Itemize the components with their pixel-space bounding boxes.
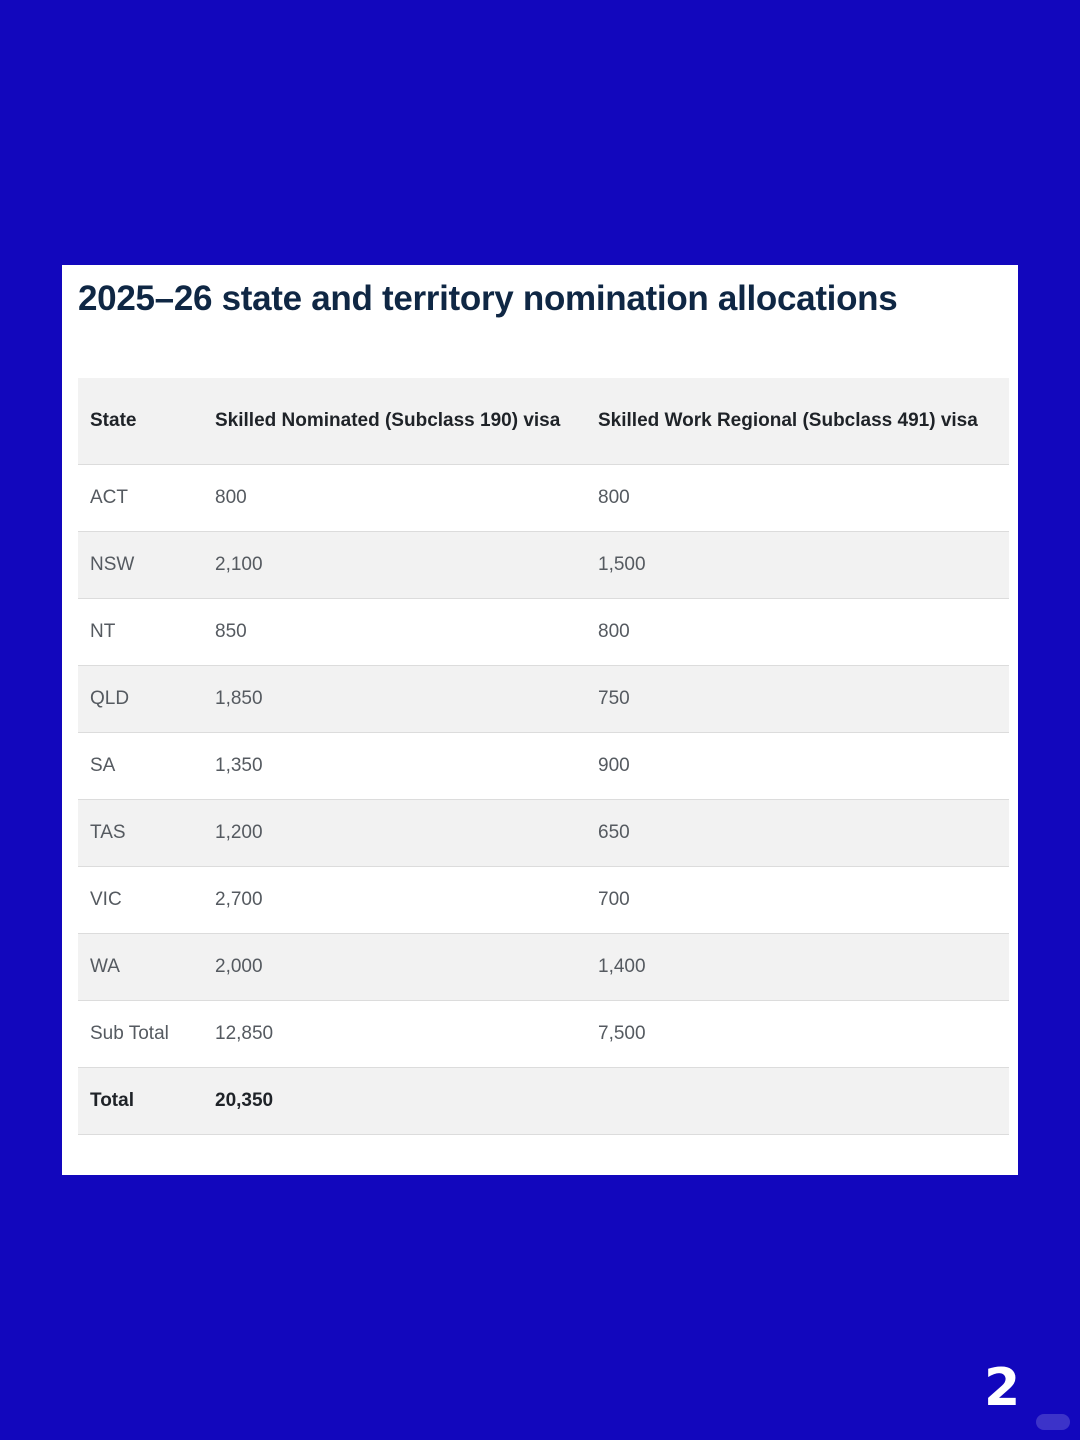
state-cell: TAS (78, 800, 203, 867)
subtotal-row (78, 1001, 1009, 1068)
subclass-491-cell: 900 (586, 733, 1009, 800)
header-state: State (78, 378, 203, 465)
table-row (78, 599, 1009, 666)
subclass-491-cell: 800 (586, 599, 1009, 666)
subclass-491-cell: 700 (586, 867, 1009, 934)
watermark-badge (1036, 1414, 1070, 1430)
subclass-190-cell: 1,200 (203, 800, 586, 867)
subclass-190-cell: 1,850 (203, 666, 586, 733)
allocations-table (78, 378, 1009, 1135)
state-cell: Sub Total (78, 1001, 203, 1068)
table-row (78, 934, 1009, 1001)
total-row (78, 1068, 1009, 1135)
table-row (78, 666, 1009, 733)
header-subclass-491: Skilled Work Regional (Subclass 491) visa (586, 378, 1009, 465)
state-cell: QLD (78, 666, 203, 733)
subclass-491-cell: 1,400 (586, 934, 1009, 1001)
state-cell: NSW (78, 532, 203, 599)
table-row (78, 465, 1009, 532)
subclass-190-cell: 12,850 (203, 1001, 586, 1068)
state-cell: WA (78, 934, 203, 1001)
subclass-491-cell: 650 (586, 800, 1009, 867)
subclass-491-cell (586, 1068, 1009, 1135)
page-number: 2 (984, 1358, 1021, 1418)
table-row (78, 733, 1009, 800)
content-card (62, 265, 1018, 1175)
subclass-190-cell: 800 (203, 465, 586, 532)
state-cell: ACT (78, 465, 203, 532)
subclass-491-cell: 7,500 (586, 1001, 1009, 1068)
table-row (78, 867, 1009, 934)
state-cell: VIC (78, 867, 203, 934)
subclass-190-cell: 850 (203, 599, 586, 666)
state-cell: NT (78, 599, 203, 666)
subclass-190-cell: 2,000 (203, 934, 586, 1001)
subclass-491-cell: 1,500 (586, 532, 1009, 599)
subclass-491-cell: 750 (586, 666, 1009, 733)
header-subclass-190: Skilled Nominated (Subclass 190) visa (203, 378, 586, 465)
subclass-190-cell: 1,350 (203, 733, 586, 800)
state-cell: SA (78, 733, 203, 800)
subclass-491-cell: 800 (586, 465, 1009, 532)
subclass-190-cell: 2,100 (203, 532, 586, 599)
state-cell: Total (78, 1068, 203, 1135)
subclass-190-cell: 20,350 (203, 1068, 586, 1135)
page-title: 2025–26 state and territory nomination allocations (78, 279, 898, 318)
table-header-row (78, 378, 1009, 465)
table-row (78, 800, 1009, 867)
table-row (78, 532, 1009, 599)
subclass-190-cell: 2,700 (203, 867, 586, 934)
